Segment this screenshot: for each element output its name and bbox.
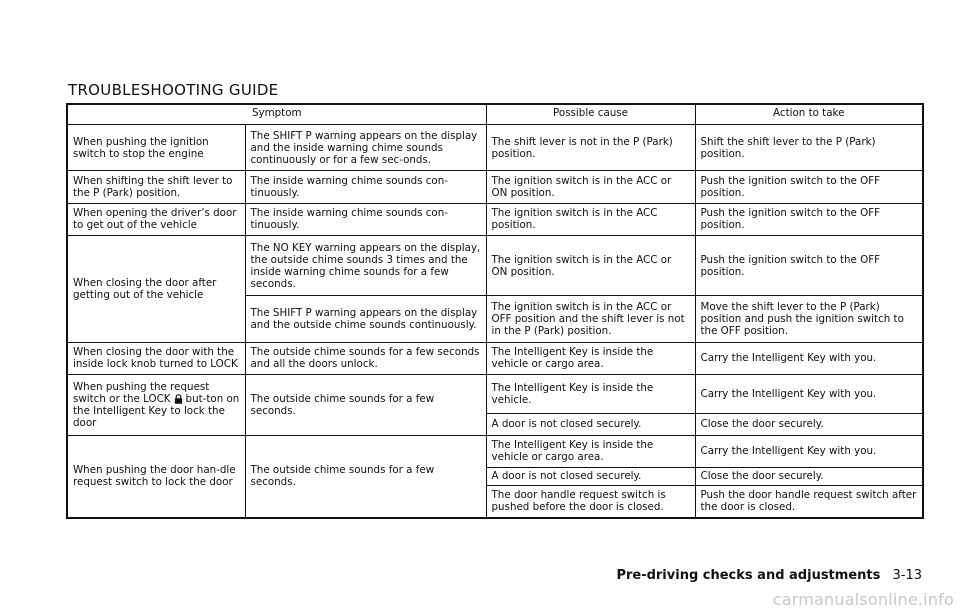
page-title: TROUBLESHOOTING GUIDE [68,81,279,99]
table-row [67,235,923,296]
action-cell: Push the door handle request switch after the door is closed. [695,485,923,518]
cause-cell: A door is not closed securely. [486,467,695,485]
symptom-detail-cell: The outside chime sounds for a few seconds. [245,435,486,518]
table-row [67,171,923,203]
symptom-detail-cell: The inside warning chime sounds con-tinuously. [245,203,486,235]
action-cell: Close the door securely. [695,414,923,436]
action-cell: Carry the Intelligent Key with you. [695,435,923,467]
symptom-detail-cell: The SHIFT P warning appears on the display and the outside chime sounds continuously. [245,296,486,342]
action-cell: Carry the Intelligent Key with you. [695,342,923,374]
footer-section-title: Pre-driving checks and adjustments [616,568,881,583]
cause-cell: The Intelligent Key is inside the vehicle. [486,374,695,413]
cause-cell: The ignition switch is in the ACC or OFF position and the shift lever is not in the P (Park) position. [486,296,695,342]
action-cell: Push the ignition switch to the OFF position. [695,235,923,296]
watermark: carmanualsonline.info [772,590,954,609]
action-cell: Push the ignition switch to the OFF position. [695,171,923,203]
action-cell: Carry the Intelligent Key with you. [695,374,923,413]
symptom-detail-cell: The inside warning chime sounds con-tinuously. [245,171,486,203]
symptom-detail-cell: The outside chime sounds for a few seconds. [245,374,486,435]
table-row [67,374,923,413]
header-symptom: Symptom [67,104,486,125]
table-row [67,435,923,467]
cause-cell: The shift lever is not in the P (Park) position. [486,125,695,171]
header-action: Action to take [695,104,923,125]
cause-cell: The Intelligent Key is inside the vehicle or cargo area. [486,435,695,467]
troubleshooting-table [66,103,924,519]
symptom-text-b: but-ton on the Intelligent Key to lock the door [73,392,240,429]
page-footer [616,568,922,583]
symptom-text-a: When pushing the request switch or the LOCK [73,380,210,405]
cause-cell: The ignition switch is in the ACC or ON position. [486,171,695,203]
cause-cell: The Intelligent Key is inside the vehicle or cargo area. [486,342,695,374]
action-cell: Push the ignition switch to the OFF position. [695,203,923,235]
action-cell: Move the shift lever to the P (Park) position and push the ignition switch to the OFF position. [695,296,923,342]
symptom-cell: When pushing the ignition switch to stop the engine [67,125,245,171]
symptom-cell: When pushing the door han-dle request switch to lock the door [67,435,245,518]
table-header-row [67,104,923,125]
symptom-cell: When opening the driver’s door to get out of the vehicle [67,203,245,235]
symptom-cell [67,374,245,435]
symptom-detail-cell: The outside chime sounds for a few seconds and all the doors unlock. [245,342,486,374]
padlock-icon [174,394,183,404]
action-cell: Shift the shift lever to the P (Park) position. [695,125,923,171]
action-cell: Close the door securely. [695,467,923,485]
table-row [67,342,923,374]
symptom-detail-cell: The NO KEY warning appears on the display, the outside chime sounds 3 times and the inside warning chime sounds for a few seconds. [245,235,486,296]
cause-cell: A door is not closed securely. [486,414,695,436]
table-row [67,203,923,235]
header-possible-cause: Possible cause [486,104,695,125]
symptom-cell: When closing the door after getting out of the vehicle [67,235,245,342]
symptom-cell: When closing the door with the inside lock knob turned to LOCK [67,342,245,374]
footer-page-number: 3-13 [892,568,922,583]
symptom-detail-cell: The SHIFT P warning appears on the display and the inside warning chime sounds continuously or for a few sec-onds. [245,125,486,171]
table-row [67,125,923,171]
cause-cell: The door handle request switch is pushed before the door is closed. [486,485,695,518]
cause-cell: The ignition switch is in the ACC or ON position. [486,235,695,296]
cause-cell: The ignition switch is in the ACC position. [486,203,695,235]
symptom-cell: When shifting the shift lever to the P (Park) position. [67,171,245,203]
